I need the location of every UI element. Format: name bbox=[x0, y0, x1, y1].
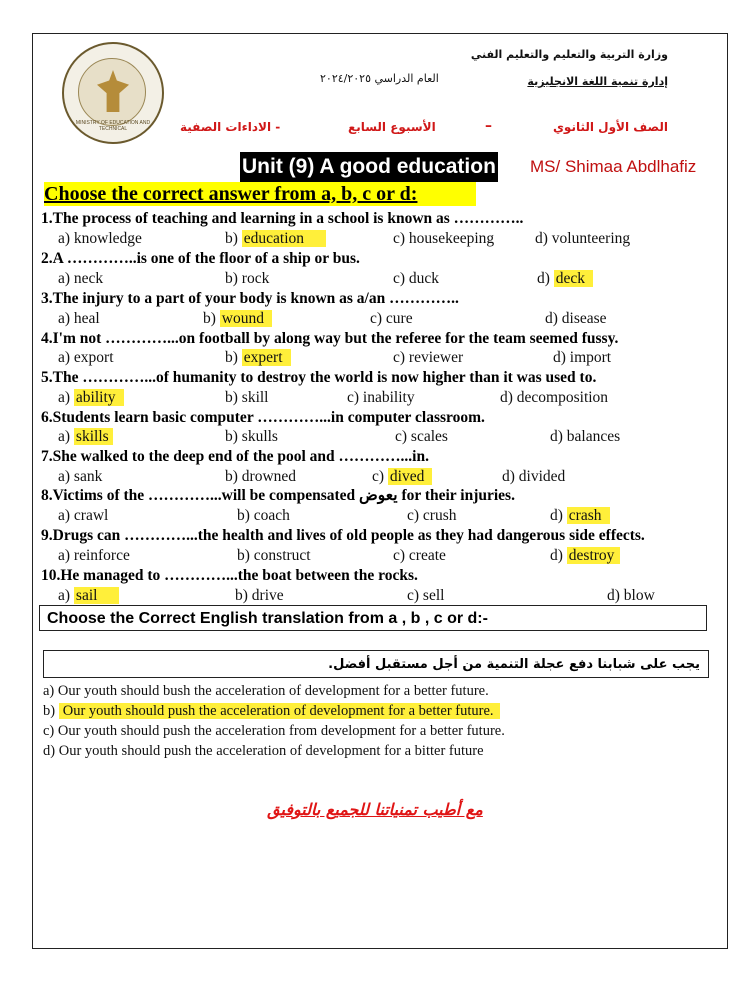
question-2: 2.A …………..is one of the floor of a ship or bus. bbox=[41, 250, 360, 267]
question-10: 10.He managed to …………...the boat between the rocks. bbox=[41, 567, 418, 584]
question-5: 5.The …………...of humanity to destroy the world is now higher than it was used to. bbox=[41, 369, 597, 386]
q5-answer-highlight: ability bbox=[74, 389, 124, 406]
q8-option-a[interactable]: a) crawl bbox=[58, 507, 109, 524]
q6-option-d[interactable]: d) balances bbox=[550, 428, 621, 445]
q8-answer-highlight: crash bbox=[567, 507, 610, 524]
q2-option-a[interactable]: a) neck bbox=[58, 270, 104, 287]
translation-option-c[interactable]: c) Our youth should push the acceleration from development for a better future. bbox=[43, 723, 505, 739]
q6-answer-highlight: skills bbox=[74, 428, 113, 445]
tools-label: - الاداءات الصفية bbox=[180, 120, 281, 134]
arabic-sentence: يجب على شبابنا دفع عجلة التنمية من أجل مستقبل أفضل. bbox=[43, 650, 709, 678]
q10-option-b[interactable]: b) drive bbox=[235, 587, 284, 604]
q7-option-a[interactable]: a) sank bbox=[58, 468, 103, 485]
q4-option-b[interactable]: b) expert bbox=[225, 349, 291, 367]
q1-answer-highlight: education bbox=[242, 230, 326, 247]
q7-option-c[interactable]: c) dived bbox=[372, 468, 432, 486]
q6-option-c[interactable]: c) scales bbox=[395, 428, 448, 445]
week-label: الأسبوع السابع bbox=[348, 120, 436, 134]
academic-year: العام الدراسي ٢٠٢٤/٢٠٢٥ bbox=[320, 72, 439, 85]
q1-option-d[interactable]: d) volunteering bbox=[535, 230, 631, 247]
question-7: 7.She walked to the deep end of the pool and …………...in. bbox=[41, 448, 429, 465]
q1-option-a[interactable]: a) knowledge bbox=[58, 230, 142, 247]
q1-option-b[interactable]: b) education bbox=[225, 230, 326, 248]
q10-answer-highlight: sail bbox=[74, 587, 120, 604]
q4-option-c[interactable]: c) reviewer bbox=[393, 349, 464, 366]
q9-option-a[interactable]: a) reinforce bbox=[58, 547, 130, 564]
question-4: 4.I'm not …………...on football by along way but the referee for the team seemed fussy. bbox=[41, 330, 619, 347]
department-name: إدارة تنمية اللغة الانجليزية bbox=[527, 75, 668, 88]
q7-option-b[interactable]: b) drowned bbox=[225, 468, 297, 485]
q10-option-c[interactable]: c) sell bbox=[407, 587, 445, 604]
q3-answer-highlight: wound bbox=[220, 310, 272, 327]
q5-option-a[interactable]: a) ability bbox=[58, 389, 124, 407]
q1-option-c[interactable]: c) housekeeping bbox=[393, 230, 495, 247]
q3-option-d[interactable]: d) disease bbox=[545, 310, 607, 327]
q4-option-a[interactable]: a) export bbox=[58, 349, 114, 366]
logo-text: MINISTRY OF EDUCATION AND TECHNICAL bbox=[75, 120, 151, 132]
q10-option-d[interactable]: d) blow bbox=[607, 587, 655, 604]
q3-option-b[interactable]: b) wound bbox=[203, 310, 272, 328]
q7-option-d[interactable]: d) divided bbox=[502, 468, 566, 485]
unit-title: Unit (9) A good education bbox=[240, 152, 498, 182]
question-8: 8.Victims of the …………...will be compensated يعوض for their injuries. bbox=[41, 487, 515, 504]
q2-option-c[interactable]: c) duck bbox=[393, 270, 440, 287]
translation-option-a[interactable]: a) Our youth should bush the acceleration of development for a better future. bbox=[43, 683, 489, 699]
ministry-logo bbox=[62, 42, 164, 144]
q8-option-b[interactable]: b) coach bbox=[237, 507, 290, 524]
q5-option-d[interactable]: d) decomposition bbox=[500, 389, 609, 406]
teacher-name: MS/ Shimaa Abdlhafiz bbox=[530, 157, 697, 176]
q10-option-a[interactable]: a) sail bbox=[58, 587, 119, 605]
q2-option-b[interactable]: b) rock bbox=[225, 270, 270, 287]
q5-option-c[interactable]: c) inability bbox=[347, 389, 415, 406]
section2-heading: Choose the Correct English translation from a , b , c or d:- bbox=[39, 605, 707, 631]
translation-option-b[interactable]: b) Our youth should push the acceleration of development for a better future. bbox=[43, 702, 500, 720]
q7-answer-highlight: dived bbox=[388, 468, 432, 485]
q6-option-a[interactable]: a) skills bbox=[58, 428, 113, 446]
q2-option-d[interactable]: d) deck bbox=[537, 270, 593, 288]
closing-wishes: مع أطيب تمنياتنا للجميع بالتوفيق bbox=[267, 800, 483, 819]
translation-option-d[interactable]: d) Our youth should push the acceleration of development for a bitter future bbox=[43, 743, 484, 759]
q9-option-b[interactable]: b) construct bbox=[237, 547, 311, 564]
section1-heading: Choose the correct answer from a, b, c or d: bbox=[44, 182, 476, 206]
q3-option-c[interactable]: c) cure bbox=[370, 310, 413, 327]
question-9: 9.Drugs can …………...the health and lives of old people as they had dangerous side effects. bbox=[41, 527, 645, 544]
q9-option-c[interactable]: c) create bbox=[393, 547, 446, 564]
q8-option-c[interactable]: c) crush bbox=[407, 507, 457, 524]
q4-answer-highlight: expert bbox=[242, 349, 291, 366]
grade-label: الصف الأول الثانوي bbox=[552, 120, 668, 134]
question-1: 1.The process of teaching and learning in a school is known as ………….. bbox=[41, 210, 524, 227]
q2-answer-highlight: deck bbox=[554, 270, 593, 287]
q3-option-a[interactable]: a) heal bbox=[58, 310, 100, 327]
q8-option-d[interactable]: d) crash bbox=[550, 507, 610, 525]
translation-answer-highlight: Our youth should push the acceleration of development for a better future. bbox=[59, 703, 500, 719]
q6-option-b[interactable]: b) skulls bbox=[225, 428, 278, 445]
question-3: 3.The injury to a part of your body is known as a/an ………….. bbox=[41, 290, 459, 307]
q9-answer-highlight: destroy bbox=[567, 547, 621, 564]
q5-option-b[interactable]: b) skill bbox=[225, 389, 269, 406]
ministry-name: وزارة التربية والتعليم والتعليم الفني bbox=[470, 48, 668, 61]
header-dash: – bbox=[485, 118, 492, 134]
q9-option-d[interactable]: d) destroy bbox=[550, 547, 620, 565]
q4-option-d[interactable]: d) import bbox=[553, 349, 612, 366]
question-6: 6.Students learn basic computer …………...in computer classroom. bbox=[41, 409, 485, 426]
